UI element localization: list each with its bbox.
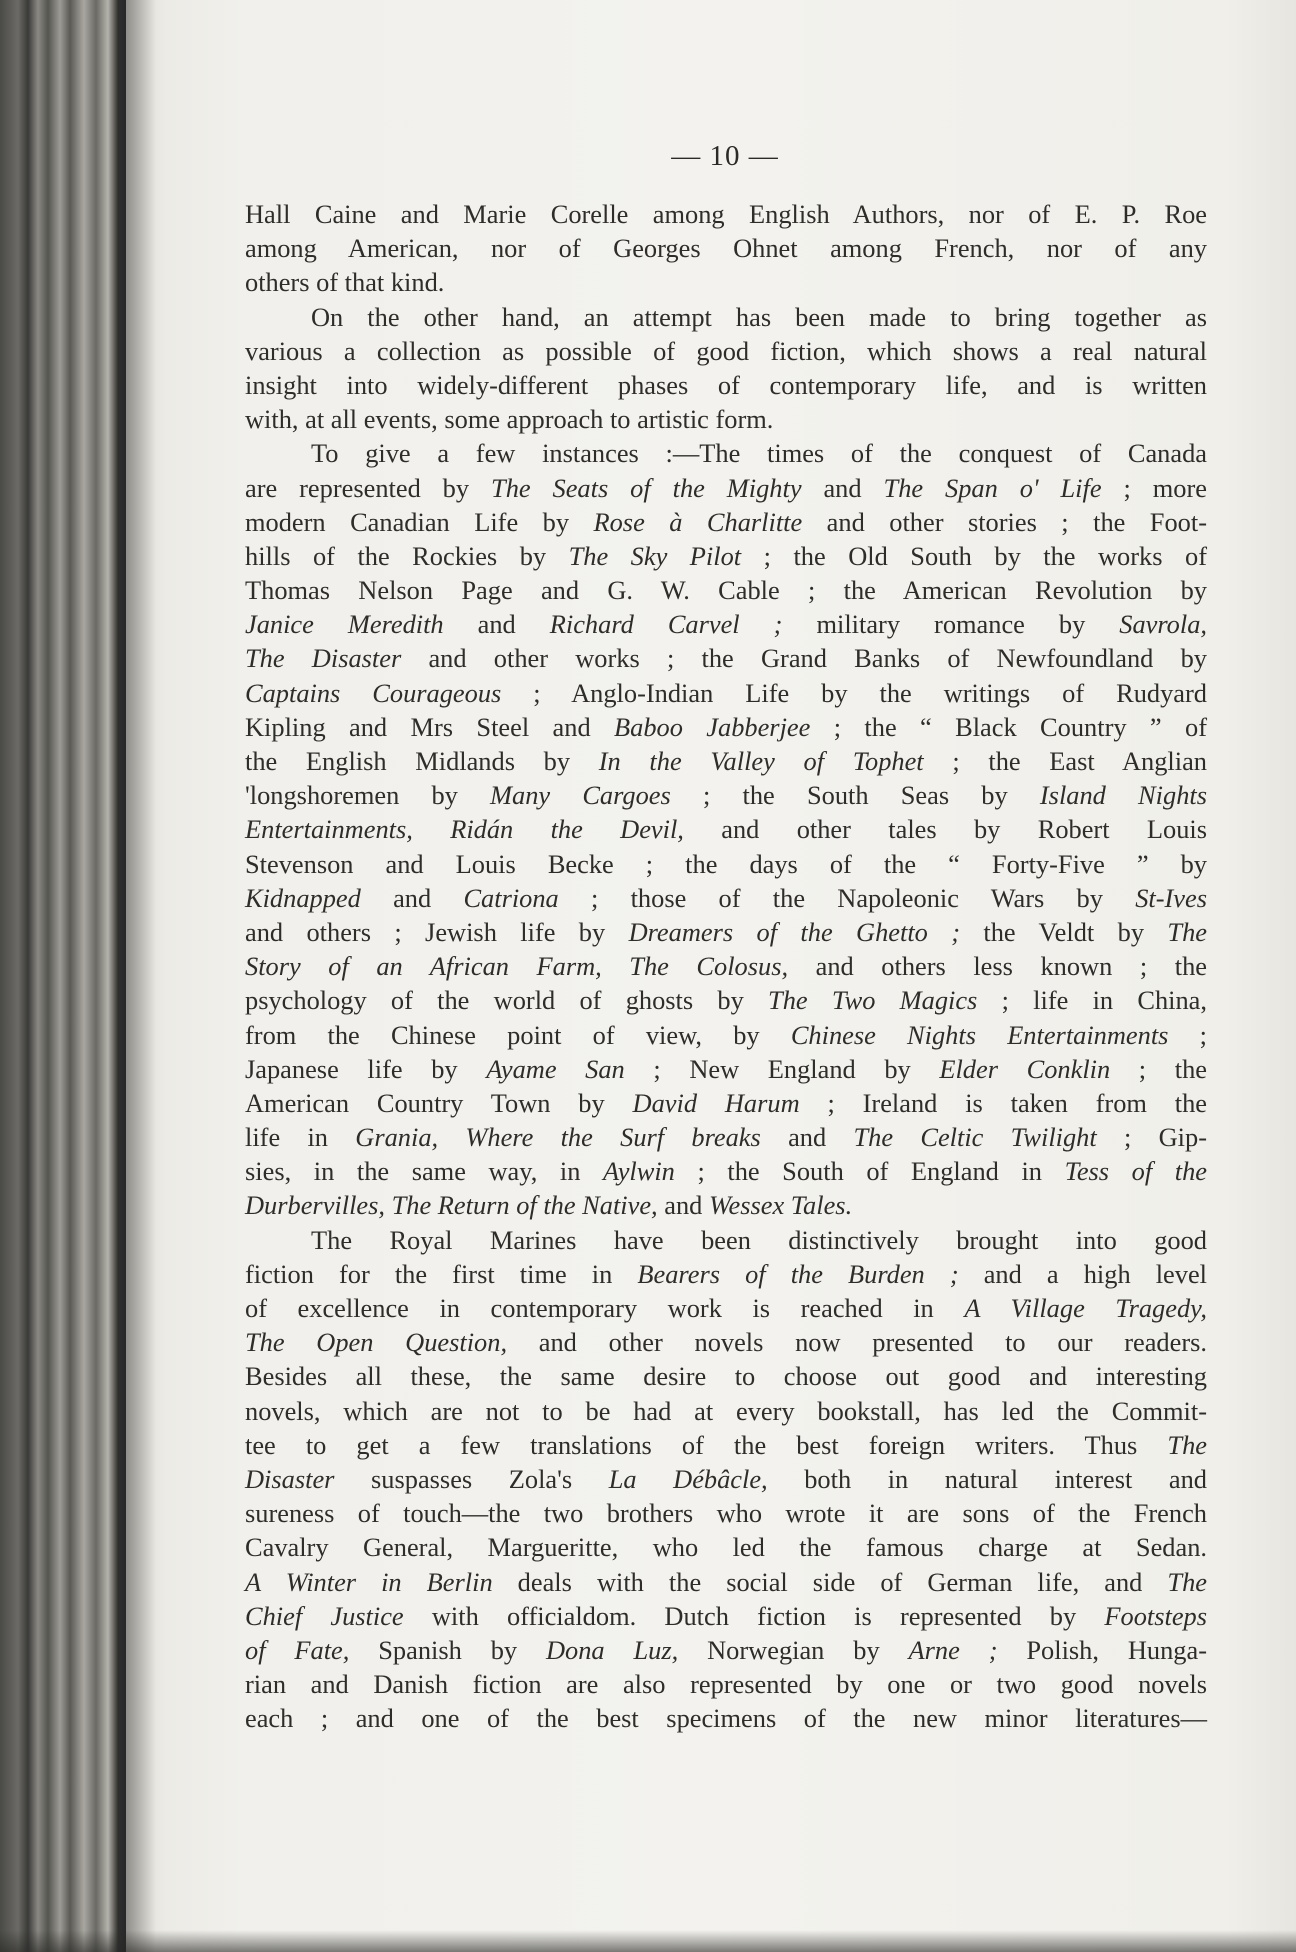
text-run: with, at all events, some approach to artistic form. [245,404,774,435]
italic-title: Disaster [245,1463,335,1494]
text-line [245,573,1207,607]
italic-title: The [1167,1429,1207,1460]
text-line [245,1565,1207,1599]
text-run: Japanese life by [245,1053,487,1084]
text-line [245,641,1207,675]
text-run: ; life in China, [977,985,1207,1016]
text-line [245,983,1207,1017]
text-line [245,1257,1207,1291]
text-run: from the Chinese point of view, by [245,1019,791,1050]
text-line [245,1496,1207,1530]
text-run: life in [245,1122,356,1153]
italic-title: of Fate, [245,1634,350,1665]
paragraph [245,300,1207,437]
text-line [245,778,1207,812]
text-run: and [760,1122,854,1153]
text-run: Thomas Nelson Page and G. W. Cable ; the American Revolution by [245,575,1207,606]
text-run: the Veldt by [960,916,1168,947]
text-run: others of that kind. [245,267,445,298]
text-line [245,1291,1207,1325]
italic-title: The Celtic Twilight [853,1122,1097,1153]
text-run: ; [1168,1019,1207,1050]
italic-title: The Sky Pilot [568,540,742,571]
text-run: ; the South Seas by [670,780,1040,811]
text-line [245,1052,1207,1086]
italic-title: Grania, Where the Surf breaks [355,1122,761,1153]
text-run: deals with the social side of German life, and [492,1566,1168,1597]
text-run: among American, nor of Georges Ohnet among French, nor of any [245,233,1207,264]
text-run: each ; and one of the best specimens of the new minor literatures— [245,1703,1207,1734]
text-run: and other works ; the Grand Banks of Newfoundland by [401,643,1207,674]
text-line [245,368,1207,402]
text-run: ; more [1101,472,1207,503]
text-run: and other stories ; the Foot- [802,506,1207,537]
text-run: suspasses Zola's [334,1463,609,1494]
italic-title: Savrola, [1119,609,1207,640]
text-line [245,1633,1207,1667]
text-line [245,1120,1207,1154]
text-run: Norwegian by [678,1634,909,1665]
text-run: To give a few instances :—The times of the conquest of Canada [311,438,1207,469]
italic-title: The Open Question, [245,1327,508,1358]
italic-title: The Span o' Life [883,472,1102,503]
text-run: ; the East Anglian [923,746,1207,776]
text-line [245,231,1207,265]
italic-title: Kidnapped [245,882,361,913]
text-run: of excellence in contemporary work is reached in [245,1293,965,1323]
text-line [245,1530,1207,1564]
text-run: and [443,609,550,640]
italic-title: Richard Carvel ; [549,609,783,640]
italic-title: The [1167,1566,1207,1597]
italic-title: Story of an African Farm, The Colosus, [245,951,789,982]
italic-title: Dreamers of the Ghetto ; [628,916,961,947]
italic-title: La Débâcle, [608,1463,768,1494]
text-run: and others ; Jewish life by [245,916,629,947]
text-run: Spanish by [349,1634,546,1665]
text-run: with officialdom. Dutch fiction is represented by [403,1600,1105,1631]
text-run: tee to get a few translations of the best foreign writers. Thus [245,1429,1168,1460]
text-run: Kipling and Mrs Steel and [245,711,615,742]
paragraph [245,1223,1207,1736]
text-run: both in natural interest and [767,1463,1207,1494]
text-line [245,300,1207,334]
italic-title: Rose à Charlitte [593,506,803,537]
italic-title: St-Ives [1135,882,1207,913]
text-line [245,1188,1207,1222]
text-run: Hall Caine and Marie Corelle among English Authors, nor of E. P. Roe [245,199,1207,229]
italic-title: Wessex Tales. [708,1190,853,1221]
text-line [245,1667,1207,1701]
text-line [245,197,1207,231]
text-run: and [657,1190,709,1221]
italic-title: The Seats of the Mighty [491,472,802,503]
text-line [245,1223,1207,1257]
text-line [245,1428,1207,1462]
text-run: On the other hand, an attempt has been made to bring together as [311,301,1207,332]
text-line [245,402,1207,436]
italic-title: Many Cargoes [490,780,671,811]
text-run: various a collection as possible of good fiction, which shows a real natural [245,335,1207,366]
text-run: ; the “ Black Country ” of [810,711,1207,742]
body-text [245,197,1207,1735]
text-line [245,881,1207,915]
text-line [245,265,1207,299]
text-run: ; the South of England in [674,1156,1065,1187]
italic-title: Entertainments, Ridán the Devil, [245,814,684,845]
italic-title: Durbervilles, The Return of the Native, [245,1190,658,1221]
text-line [245,505,1207,539]
italic-title: A Winter in Berlin [245,1566,493,1597]
text-run: 'longshoremen by [245,780,491,811]
text-run: ; Anglo-Indian Life by the writings of Rudyard [501,677,1207,708]
text-line [245,710,1207,744]
italic-title: Janice Meredith [245,609,444,640]
page-number: — 10 — [671,140,779,172]
paragraph [245,197,1207,300]
italic-title: Dona Luz, [545,1634,679,1665]
text-run: sureness of touch—the two brothers who wrote it are sons of the French [245,1498,1207,1529]
text-run: psychology of the world of ghosts by [245,985,769,1016]
italic-title: Baboo Jabberjee [614,711,811,742]
italic-title: Tess of the [1064,1156,1207,1187]
text-line [245,744,1207,778]
italic-title: Footsteps [1104,1600,1208,1631]
text-run: modern Canadian Life by [245,506,594,537]
text-line [245,334,1207,368]
text-run: ; New England by [624,1053,940,1084]
italic-title: Captains Courageous [245,677,502,708]
text-run: ; the Old South by the works of [741,540,1207,571]
text-run: Polish, Hunga- [997,1634,1208,1665]
italic-title: Bearers of the Burden ; [637,1258,959,1289]
text-line [245,1325,1207,1359]
italic-title: A Village Tragedy, [964,1293,1207,1323]
italic-title: The Two Magics [768,985,978,1016]
text-run: ; Ireland is taken from the [799,1087,1208,1118]
text-run: Cavalry General, Margueritte, who led the famous charge at Sedan. [245,1532,1207,1563]
text-line [245,471,1207,505]
italic-title: The [1167,916,1207,947]
text-run: insight into widely-different phases of contemporary life, and is written [245,369,1207,400]
text-run: sies, in the same way, in [245,1156,604,1187]
text-run: ; those of the Napoleonic Wars by [558,882,1136,913]
text-run: ; the [1110,1053,1207,1084]
italic-title: The Disaster [245,643,402,674]
text-line [245,949,1207,983]
italic-title: Ayame San [486,1053,625,1084]
text-run: and [801,472,884,503]
text-run: and a high level [958,1258,1208,1289]
italic-title: Aylwin [603,1156,675,1187]
italic-title: Chief Justice [245,1600,404,1631]
text-run: fiction for the first time in [245,1258,638,1289]
italic-title: In the Valley of Tophet [598,746,924,776]
text-run: military romance by [782,609,1120,640]
text-line [245,1462,1207,1496]
text-line [245,1086,1207,1120]
text-run: and [360,882,464,913]
italic-title: Elder Conklin [939,1053,1111,1084]
text-line [245,607,1207,641]
text-line [245,676,1207,710]
binding-shadow [126,0,156,1952]
text-run: and other novels now presented to our readers. [507,1327,1207,1358]
text-run: hills of the Rockies by [245,540,569,571]
text-run: the English Midlands by [245,746,599,776]
text-run: rian and Danish fiction are also represented by one or two good novels [245,1669,1207,1700]
text-line [245,539,1207,573]
text-line [245,1701,1207,1735]
text-line [245,1154,1207,1188]
italic-title: Catriona [463,882,559,913]
text-line [245,1394,1207,1428]
text-run: Stevenson and Louis Becke ; the days of the “ Forty-Five ” by [245,848,1207,879]
text-run: ; Gip- [1096,1122,1208,1153]
text-line [245,1599,1207,1633]
text-line [245,436,1207,470]
text-run: The Royal Marines have been distinctively brought into good [311,1224,1207,1255]
italic-title: Chinese Nights Entertainments [790,1019,1169,1050]
text-run: American Country Town by [245,1087,633,1118]
text-run: novels, which are not to be had at every bookstall, has led the Commit- [245,1395,1207,1426]
italic-title: Island Nights [1039,780,1207,811]
text-line [245,812,1207,846]
text-run: and other tales by Robert Louis [683,814,1207,845]
page-bottom-edge [0,1930,1296,1952]
text-run: are represented by [245,472,492,503]
text-run: Besides all these, the same desire to choose out good and interesting [245,1361,1207,1392]
text-line [245,1359,1207,1393]
paragraph [245,436,1207,1222]
text-line [245,915,1207,949]
text-run: and others less known ; the [788,951,1207,982]
italic-title: Arne ; [908,1634,998,1665]
text-line [245,847,1207,881]
italic-title: David Harum [632,1087,800,1118]
text-line [245,1018,1207,1052]
